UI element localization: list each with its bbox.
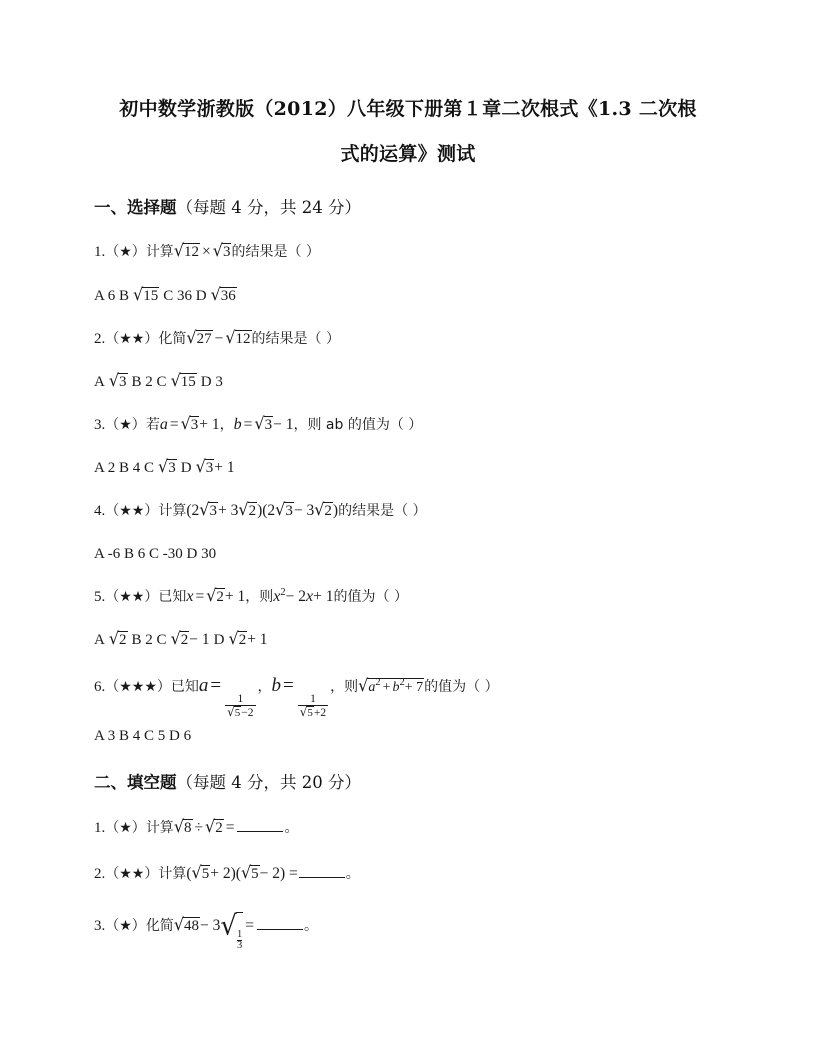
math-part: + 3 [217,502,239,519]
math-part: )(2 [257,502,276,519]
choice-labels: A 3 B 4 C 5 D 6 [94,728,192,744]
answer-blank[interactable] [237,819,283,832]
choice-labels: B 2 C [131,632,167,648]
difficulty-stars: （★） [105,918,146,934]
difficulty-stars: （★★） [105,331,159,347]
question-number: 5. [94,589,106,605]
math-tail: − 1 [189,631,210,648]
question-tail: ，则 ab 的值为（ ） [293,417,423,433]
math-tail: − 1 [273,416,294,433]
math-tail: + 1 [199,416,220,433]
radical: √8 [173,816,192,837]
variable-x: x [273,588,281,605]
variable-x: x [306,588,314,605]
equals-sign: = [243,416,253,433]
radical: √2 [170,628,189,649]
radical: √36 [210,284,236,305]
exponent: 2 [280,587,286,598]
variable-a: a [159,416,168,433]
choice-answers-3 [94,457,235,478]
difficulty-stars: （★） [105,820,146,836]
comma: ， [219,417,234,433]
variable-b: b [271,675,282,696]
period: 。 [284,820,299,836]
choice-labels: B 2 C [131,374,167,390]
choice-labels: D [213,632,225,648]
radical: √3 [254,413,273,434]
times-operator: × [202,243,211,260]
radical: √2 [228,628,247,649]
equals-sign: = [195,588,205,605]
equals-sign: = [225,819,235,836]
radical: √27 [186,327,212,348]
question-number: 1. [94,820,106,836]
equals-sign: = [283,675,294,696]
radical: √2 [238,499,257,520]
answer-blank[interactable] [299,865,345,878]
section-2-note: （每题 4 分，共 20 分） [176,773,361,792]
equals-sign: = [245,917,254,934]
section-1-title: 一、选择题 [94,198,177,217]
variable-x: x [186,588,194,605]
math-part: − 2) = [259,865,298,882]
document-title-line-1: 初中数学浙教版（2012）八年级下册第１章二次根式《1.3 二次根 [119,98,697,120]
math-part: − 3 [200,917,221,934]
choice-labels: D 3 [200,374,223,390]
radical: √2 [206,585,224,606]
section-2-heading [94,769,361,793]
choice-question-6 [94,676,499,720]
question-number: 2. [94,331,106,347]
answer-blank[interactable] [257,917,303,930]
choice-labels: A [94,374,105,390]
question-verb: 已知 [158,589,187,605]
choice-labels: A 6 B [94,288,130,304]
difficulty-stars: （★★） [105,866,159,882]
fill-question-3 [94,912,318,951]
question-verb: 化简 [158,331,187,347]
difficulty-stars: （★★） [105,589,159,605]
math-tail: + 1 [247,631,268,648]
choice-labels: A -6 B 6 C -30 D 30 [94,546,217,562]
question-connector: ，则 [245,589,274,605]
choice-question-5 [94,586,408,607]
math-part: + 2)( [210,865,241,882]
choice-question-1 [94,241,320,262]
choice-answers-6 [94,726,191,746]
section-2-title: 二、填空题 [94,773,177,792]
choice-labels: A 2 B 4 C [94,460,155,476]
question-verb: 化简 [145,918,174,934]
variable-a: a [198,675,209,696]
radical: √5 [240,862,259,883]
math-part: (2 [186,502,200,519]
question-number: 3. [94,918,106,934]
question-number: 4. [94,503,106,519]
fraction-a: $\frac{1}{√5-2}$ [227,693,254,720]
section-1-note: （每题 4 分，共 24 分） [176,198,361,217]
radical: √3 [108,370,127,391]
radical: √5 [191,862,210,883]
equals-sign: = [210,675,222,696]
question-number: 1. [94,244,106,260]
question-verb: 已知 [170,679,199,695]
question-tail: 的结果是（ ） [251,331,340,347]
radical: √2 [205,816,223,837]
question-verb: 计算 [145,820,174,836]
question-tail: 的结果是（ ） [338,503,427,519]
fill-question-1 [94,817,298,838]
question-tail: 的值为（ ） [333,589,408,605]
minus-operator: − [214,330,224,347]
variable-b: b [233,416,242,433]
radical: √3 [158,456,176,477]
section-1-heading [94,194,361,218]
choice-question-4 [94,500,427,521]
choice-question-3 [94,414,422,435]
choice-labels: D [180,460,192,476]
period: 。 [345,866,360,882]
radical: √3 [212,240,231,261]
radical: √ $\frac{1}{3}$ [220,910,243,951]
question-tail: 的结果是（ ） [231,244,320,260]
choice-answers-2 [94,371,223,392]
question-verb: 计算 [158,503,187,519]
radical: √3 [275,499,293,520]
math-part: − 3 [293,502,315,519]
radical: √2 [314,499,332,520]
question-tail: 的值为（ ） [424,679,499,695]
math-tail: + 1 [224,588,246,605]
radical: √12 [173,240,200,261]
choice-answers-1 [94,285,237,306]
math-part: − 2 [285,588,307,605]
difficulty-stars: （★） [105,417,146,433]
math-part: + 1 [313,588,334,605]
math-part: ( [186,865,192,882]
difficulty-stars: （★） [105,244,146,260]
math-tail: + 1 [214,459,235,476]
radical: √2 [108,628,127,649]
radical: √3 [195,456,214,477]
difficulty-stars: （★★） [105,503,159,519]
equals-sign: = [169,416,179,433]
choice-labels: C 36 D [163,288,207,304]
radical: √3 [199,499,217,520]
divide-operator: ÷ [194,819,204,836]
radical: √3 [180,413,199,434]
difficulty-stars: （★★★） [105,679,171,695]
radical: √15 [133,284,159,305]
document-title-line-2: 式的运算》测试 [340,143,476,165]
radical: √48 [173,914,200,935]
math-part: ) [332,502,339,519]
choice-answers-5 [94,629,268,650]
question-verb: 计算 [158,866,187,882]
question-number: 2. [94,866,106,882]
radical: √12 [225,327,251,348]
fraction-b: $\frac{1}{√5+2}$ [299,693,327,720]
question-verb: 若 [145,417,160,433]
comma: ， [257,679,272,695]
choice-answers-4 [94,544,216,564]
question-number: 3. [94,417,106,433]
radical: $√a^2 + b^2+ 7$ [358,675,424,696]
question-verb: 计算 [145,244,174,260]
fill-question-2 [94,863,360,884]
question-number: 6. [94,679,106,695]
question-connector: ，则 [330,679,359,695]
radical: √15 [170,370,196,391]
period: 。 [303,918,318,934]
choice-question-2 [94,328,340,349]
choice-labels: A [94,632,105,648]
